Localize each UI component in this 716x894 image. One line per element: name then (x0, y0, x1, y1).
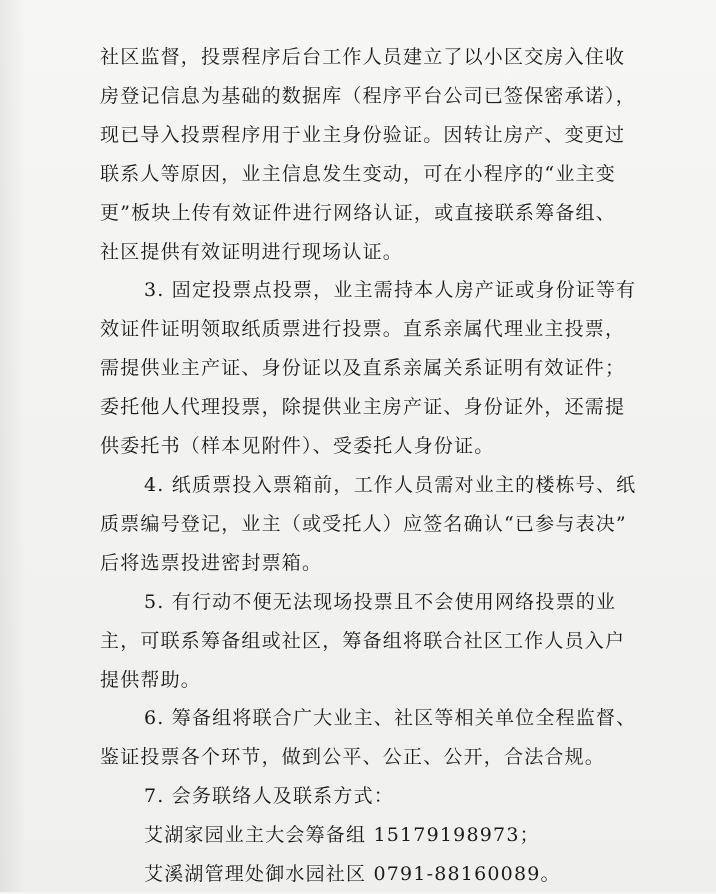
text-line: 现已导入投票程序用于业主身份验证。因转让房产、变更过 (100, 123, 626, 146)
text-line: 6. 筹备组将联合广大业主、社区等相关单位全程监督、 (144, 707, 637, 730)
text-line: 需提供业主产证、身份证以及直系亲属关系证明有效证件； (100, 357, 626, 380)
text-line: 委托他人代理投票，除提供业主房产证、身份证外，还需提 (100, 396, 626, 419)
text-line: 效证件证明领取纸质票进行投票。直系亲属代理业主投票， (100, 318, 626, 341)
document-body (100, 38, 637, 894)
text-line: 房登记信息为基础的数据库（程序平台公司已签保密承诺）， (100, 84, 636, 107)
text-line: 社区提供有效证明进行现场认证。 (100, 240, 404, 263)
text-line: 更”板块上传有效证件进行网络认证，或直接联系筹备组、 (100, 201, 616, 224)
text-line: 鉴证投票各个环节，做到公平、公正、公开，合法合规。 (100, 746, 606, 769)
text-line: 7. 会务联络人及联系方式： (144, 785, 394, 808)
text-line: 质票编号登记，业主（或受托人）应签名确认“已参与表决” (100, 512, 627, 535)
text-line: 5. 有行动不便无法现场投票且不会使用网络投票的业 (144, 590, 617, 613)
text-line: 供委托书（样本见附件）、受委托人身份证。 (100, 435, 495, 458)
text-line: 提供帮助。 (100, 668, 202, 691)
text-line: 社区监督，投票程序后台工作人员建立了以小区交房入住收 (100, 46, 626, 68)
text-line: 后将选票投进密封票箱。 (100, 551, 323, 574)
text-line: 4. 纸质票投入票箱前，工作人员需对业主的楼栋号、纸 (144, 473, 637, 496)
text-line: 3. 固定投票点投票，业主需持本人房产证或身份证等有 (144, 279, 637, 302)
text-line: 主，可联系筹备组或社区，筹备组将联合社区工作人员入户 (100, 629, 626, 652)
text-line: 艾溪湖管理处御水园社区 0791-88160089。 (144, 863, 561, 886)
text-line: 艾湖家园业主大会筹备组 15179198973； (144, 824, 540, 847)
text-line: 联系人等原因，业主信息发生变动，可在小程序的“业主变 (100, 162, 616, 185)
